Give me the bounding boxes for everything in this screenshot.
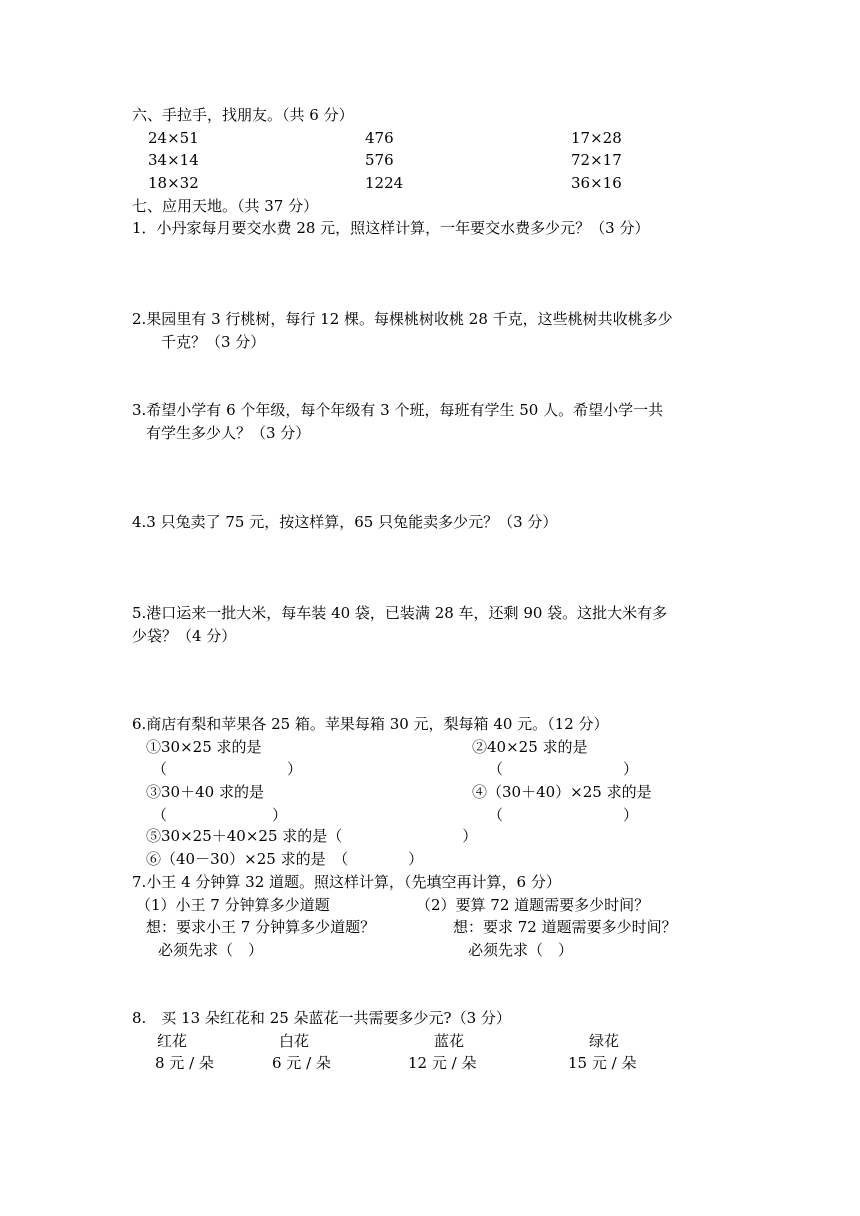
section-7-title: 七、应用天地。（共 37 分） [132, 197, 319, 215]
question-6-title: 6.商店有梨和苹果各 25 箱。苹果每箱 30 元，梨每箱 40 元。（12 分） [132, 715, 609, 733]
question-6-item-2: ②40×25 求的是 [472, 738, 588, 756]
question-6-item-2-blank: （ ） [488, 760, 639, 778]
match-middle-3: 1224 [365, 174, 404, 192]
question-6-item-3: ③30＋40 求的是 [146, 783, 264, 801]
match-middle-2: 576 [365, 151, 394, 169]
match-left-3: 18×32 [148, 174, 199, 192]
flower-red-name: 红花 [157, 1032, 188, 1050]
flower-blue-name: 蓝花 [434, 1032, 465, 1050]
question-5-line-1: 5.港口运来一批大米，每车装 40 袋，已装满 28 车，还剩 90 袋。这批大米有多 [132, 604, 668, 622]
question-5-line-2: 少袋？（4 分） [132, 627, 237, 645]
question-6-item-5: ⑤30×25＋40×25 求的是（ ） [146, 827, 478, 845]
section-6-title: 六、手拉手，找朋友。（共 6 分） [132, 106, 354, 124]
flower-red-price: 8 元 / 朵 [155, 1054, 214, 1072]
question-7-think-1: 想：要求小王 7 分钟算多少道题？ [146, 918, 376, 936]
question-3-line-2: 有学生多少人？（3 分） [146, 424, 311, 442]
question-2-line-2: 千克？（3 分） [161, 333, 266, 351]
question-6-item-1-blank: （ ） [152, 760, 303, 778]
question-2-line-1: 2.果园里有 3 行桃树，每行 12 棵。每棵桃树收桃 28 千克，这些桃树共收桃多少 [132, 310, 673, 328]
match-right-3: 36×16 [571, 174, 622, 192]
match-right-2: 72×17 [571, 151, 622, 169]
flower-white-name: 白花 [279, 1032, 310, 1050]
question-6-item-1: ①30×25 求的是 [146, 738, 262, 756]
question-6-item-4-blank: （ ） [488, 806, 639, 824]
match-left-1: 24×51 [148, 129, 199, 147]
question-3-line-1: 3.希望小学有 6 个年级，每个年级有 3 个班，每班有学生 50 人。希望小学一共 [132, 401, 664, 419]
flower-green-name: 绿花 [589, 1032, 620, 1050]
match-right-1: 17×28 [571, 129, 622, 147]
question-7-title: 7.小王 4 分钟算 32 道题。照这样计算，（先填空再计算，6 分） [132, 873, 561, 891]
question-6-item-3-blank: （ ） [152, 806, 288, 824]
question-6-item-4: ④（30＋40）×25 求的是 [472, 783, 652, 801]
question-7-part-2: （2）要算 72 道题需要多少时间？ [416, 896, 650, 914]
question-7-first-2: 必须先求（ ） [468, 941, 574, 959]
question-7-part-1: （1）小王 7 分钟算多少道题 [136, 896, 330, 914]
flower-blue-price: 12 元 / 朵 [408, 1054, 477, 1072]
match-left-2: 34×14 [148, 151, 199, 169]
question-7-think-2: 想：要求 72 道题需要多少时间？ [453, 918, 677, 936]
question-8-title: 8. 买 13 朵红花和 25 朵蓝花一共需要多少元?（3 分） [132, 1009, 511, 1027]
flower-white-price: 6 元 / 朵 [272, 1054, 331, 1072]
question-1: 1．小丹家每月要交水费 28 元，照这样计算，一年要交水费多少元？（3 分） [132, 219, 650, 237]
match-middle-1: 476 [365, 129, 394, 147]
question-4: 4.3 只兔卖了 75 元，按这样算，65 只兔能卖多少元？（3 分） [132, 513, 558, 531]
question-6-item-6: ⑥（40－30）×25 求的是 （ ） [146, 850, 424, 868]
flower-green-price: 15 元 / 朵 [568, 1054, 637, 1072]
question-7-first-1: 必须先求（ ） [158, 941, 264, 959]
